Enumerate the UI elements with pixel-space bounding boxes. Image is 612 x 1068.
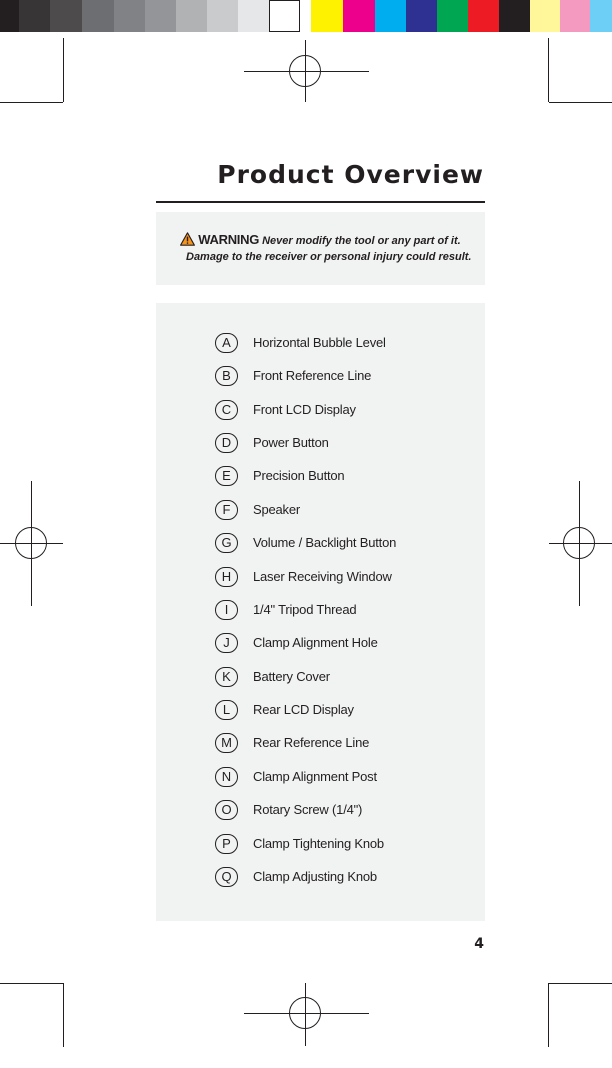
crop-mark [0, 983, 63, 984]
registration-circle [289, 55, 321, 87]
item-label: Clamp Adjusting Knob [253, 869, 377, 884]
item-label: Horizontal Bubble Level [253, 335, 386, 350]
color-swatch [468, 0, 499, 32]
item-label: Rear Reference Line [253, 735, 370, 750]
item-letter-badge: H [215, 567, 238, 587]
crop-mark [63, 983, 64, 1047]
item-letter-badge: D [215, 433, 238, 453]
item-label: Clamp Tightening Knob [253, 836, 384, 851]
printer-color-bar [0, 0, 612, 32]
color-swatch [343, 0, 375, 32]
item-letter-badge: A [215, 333, 238, 353]
item-letter-badge: L [215, 700, 238, 720]
color-swatch [145, 0, 176, 32]
item-letter-badge: N [215, 767, 238, 787]
item-label: Front LCD Display [253, 402, 356, 417]
item-letter-badge: F [215, 500, 238, 520]
color-swatch [50, 0, 82, 32]
registration-circle [15, 527, 47, 559]
item-label: Precision Button [253, 468, 345, 483]
item-label: Power Button [253, 435, 329, 450]
registration-circle [563, 527, 595, 559]
item-label: Battery Cover [253, 669, 330, 684]
item-label: Laser Receiving Window [253, 569, 392, 584]
item-letter-badge: M [215, 733, 238, 753]
color-swatch [0, 0, 19, 32]
color-swatch [238, 0, 269, 32]
warning-triangle-icon [180, 232, 195, 246]
item-letter-badge: G [215, 533, 238, 553]
color-swatch [406, 0, 437, 32]
color-swatch [207, 0, 238, 32]
item-letter-badge: K [215, 667, 238, 687]
crop-mark [549, 102, 612, 103]
page-number: 4 [474, 936, 484, 952]
crop-mark [549, 983, 612, 984]
color-swatch [530, 0, 560, 32]
warning-text-2: Damage to the receiver or personal injury could result. [186, 251, 472, 263]
color-swatch [590, 0, 612, 32]
item-letter-badge: I [215, 600, 238, 620]
item-label: Speaker [253, 502, 301, 517]
item-label: Clamp Alignment Post [253, 769, 377, 784]
color-swatch [375, 0, 406, 32]
crop-mark [548, 38, 549, 102]
registration-circle [289, 997, 321, 1029]
color-swatch [437, 0, 468, 32]
color-swatch [114, 0, 145, 32]
warning-text-1: Never modify the tool or any part of it. [262, 235, 461, 247]
item-label: Rear LCD Display [253, 702, 354, 717]
item-letter-badge: P [215, 834, 238, 854]
title-divider [156, 201, 485, 203]
item-letter-badge: J [215, 633, 238, 653]
color-swatch [560, 0, 590, 32]
color-swatch [300, 0, 311, 32]
color-swatch [176, 0, 207, 32]
crop-mark [548, 983, 549, 1047]
color-swatch [82, 0, 114, 32]
warning-label: WARNING [198, 232, 260, 247]
item-letter-badge: O [215, 800, 238, 820]
item-label: 1/4" Tripod Thread [253, 602, 357, 617]
warning-box [156, 212, 485, 285]
parts-list [156, 303, 485, 921]
item-label: Front Reference Line [253, 368, 372, 383]
crop-mark [63, 38, 64, 102]
color-swatch [499, 0, 530, 32]
crop-mark [0, 102, 63, 103]
item-label: Rotary Screw (1/4") [253, 802, 363, 817]
color-swatch [269, 0, 300, 32]
item-letter-badge: B [215, 366, 238, 386]
color-swatch [311, 0, 343, 32]
color-swatch [19, 0, 50, 32]
item-label: Clamp Alignment Hole [253, 635, 378, 650]
item-letter-badge: Q [215, 867, 238, 887]
item-letter-badge: E [215, 466, 238, 486]
warning-line-1 [156, 232, 485, 248]
page-title: Product Overview [217, 160, 484, 189]
item-letter-badge: C [215, 400, 238, 420]
item-label: Volume / Backlight Button [253, 535, 397, 550]
